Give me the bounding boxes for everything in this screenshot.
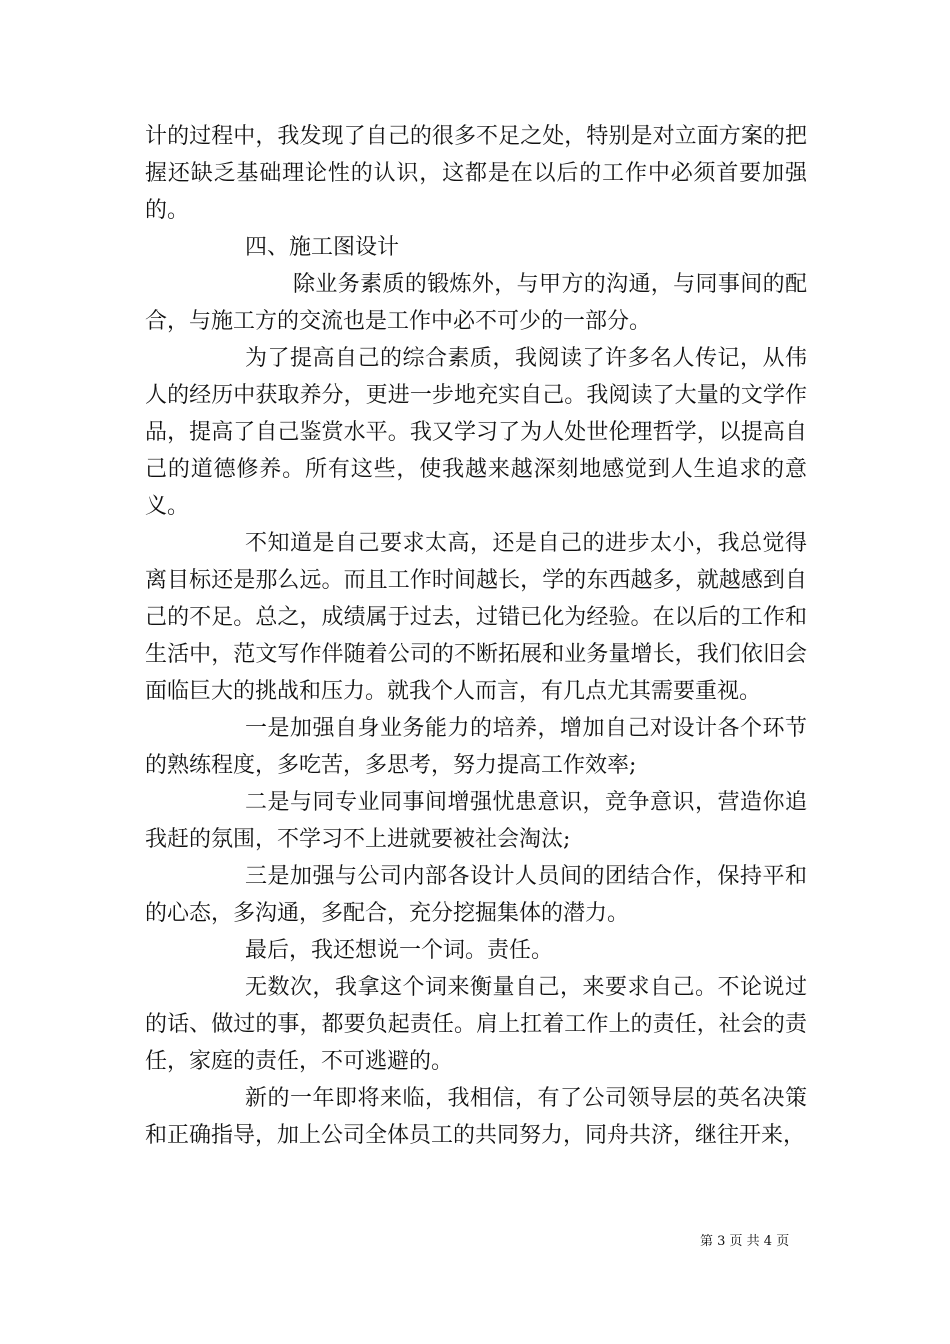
section-heading: 四、施工图设计	[245, 235, 400, 260]
list-item: 一是加强自身业务能力的培养，增加自己对设计各个环节的熟练程度，多吃苦，多思考，努力提高工作效率;	[145, 716, 807, 778]
list-item: 三是加强与公司内部各设计人员间的团结合作，保持平和的心态，多沟通，多配合，充分挖掘集体的潜力。	[145, 864, 807, 926]
paragraph: 新的一年即将来临，我相信，有了公司领导层的英名决策和正确指导，加上公司全体员工的共同努力，同舟共济，继往开来，	[145, 1086, 807, 1148]
paragraph: 不知道是自己要求太高，还是自己的进步太小，我总觉得离目标还是那么远。而且工作时间越长，学的东西越多，就越感到自己的不足。总之，成绩属于过去，过错已化为经验。在以后的工作和生活中，范文写作伴随着公司的不断拓展和业务量增长，我们依旧会面临巨大的挑战和压力。就我个人而言，有几点尤其需要重视。	[145, 531, 807, 704]
paragraph: 为了提高自己的综合素质，我阅读了许多名人传记，从伟人的经历中获取养分，更进一步地充实自己。我阅读了大量的文学作品，提高了自己鉴赏水平。我又学习了为人处世伦理哲学，以提高自己的道德修养。所有这些，使我越来越深刻地感觉到人生追求的意义。	[145, 346, 807, 519]
document-body	[145, 118, 807, 1154]
paragraph: 计的过程中，我发现了自己的很多不足之处，特别是对立面方案的把握还缺乏基础理论性的认识，这都是在以后的工作中必须首要加强的。	[145, 124, 807, 223]
paragraph: 无数次，我拿这个词来衡量自己，来要求自己。不论说过的话、做过的事，都要负起责任。肩上扛着工作上的责任，社会的责任，家庭的责任，不可逃避的。	[145, 975, 807, 1074]
list-item: 二是与同专业同事间增强忧患意识，竞争意识，营造你追我赶的氛围，不学习不上进就要被社会淘汰;	[145, 790, 807, 852]
paragraph: 除业务素质的锻炼外，与甲方的沟通，与同事间的配合，与施工方的交流也是工作中必不可少的一部分。	[145, 272, 807, 334]
paragraph: 最后，我还想说一个词。责任。	[245, 938, 554, 963]
page-number: 第 3 页 共 4 页	[700, 1234, 790, 1249]
